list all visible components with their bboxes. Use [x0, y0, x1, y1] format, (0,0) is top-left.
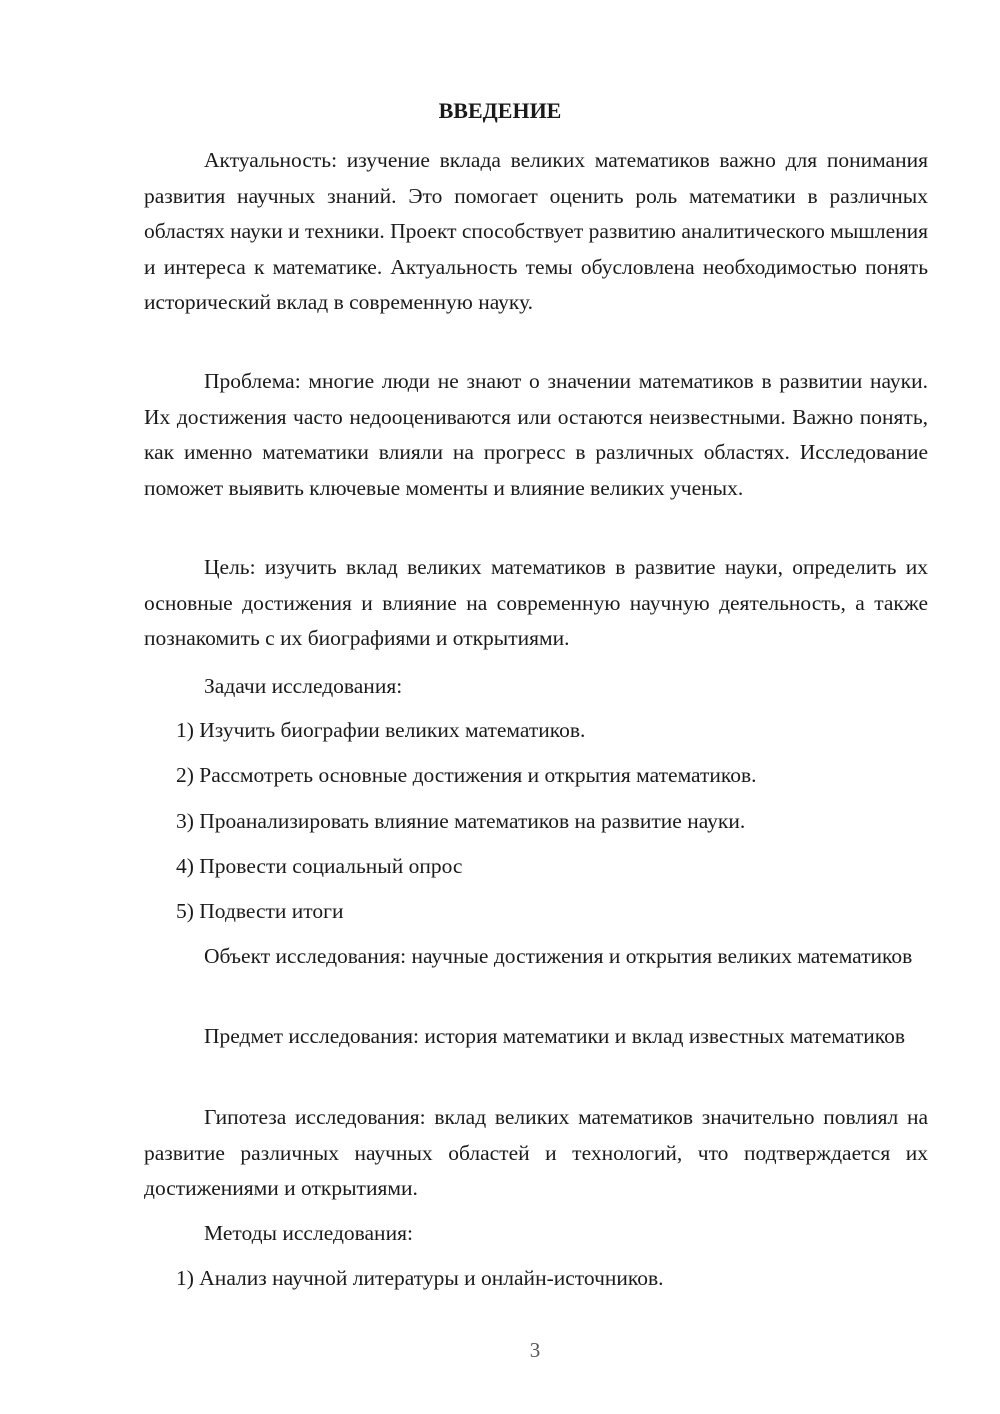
task-item: 4) Провести социальный опрос: [176, 854, 463, 878]
tasks-heading: Задачи исследования:: [204, 674, 403, 698]
problem-paragraph: Проблема: многие люди не знают о значении математиков в развитии науки. Их достижения часто недооцениваются или остаются неизвестными. Важно понять, как именно математики влияли на прогресс в различных областях. Исследование поможет выявить ключевые моменты и влияние великих ученых.: [144, 369, 928, 500]
task-item: 2) Рассмотреть основные достижения и открытия математиков.: [176, 763, 757, 787]
goal-paragraph: Цель: изучить вклад великих математиков в развитие науки, определить их основные достижения и влияние на современную научную деятельность, а также познакомить с их биографиями и открытиями.: [144, 555, 928, 650]
relevance-paragraph: Актуальность: изучение вклада великих математиков важно для понимания развития научных знаний. Это помогает оценить роль математики в различных областях науки и техники. Проект способствует развитию аналитического мышления и интереса к математике. Актуальность темы обусловлена необходимостью понять исторический вклад в современную науку.: [144, 148, 929, 314]
method-item: 1) Анализ научной литературы и онлайн-источников.: [176, 1266, 664, 1290]
page-title: ВВЕДЕНИЕ: [438, 98, 562, 123]
object-paragraph: Объект исследования: научные достижения и открытия великих математиков: [204, 944, 913, 968]
hypothesis-paragraph: Гипотеза исследования: вклад великих математиков значительно повлиял на развитие различных научных областей и технологий, что подтверждается их достижениями и открытиями.: [144, 1105, 928, 1200]
page-number: 3: [529, 1338, 541, 1362]
task-item: 1) Изучить биографии великих математиков.: [176, 718, 586, 742]
task-item: 3) Проанализировать влияние математиков на развитие науки.: [176, 809, 746, 833]
subject-paragraph: Предмет исследования: история математики и вклад известных математиков: [204, 1024, 905, 1048]
methods-heading: Методы исследования:: [204, 1221, 413, 1245]
task-item: 5) Подвести итоги: [176, 899, 344, 923]
